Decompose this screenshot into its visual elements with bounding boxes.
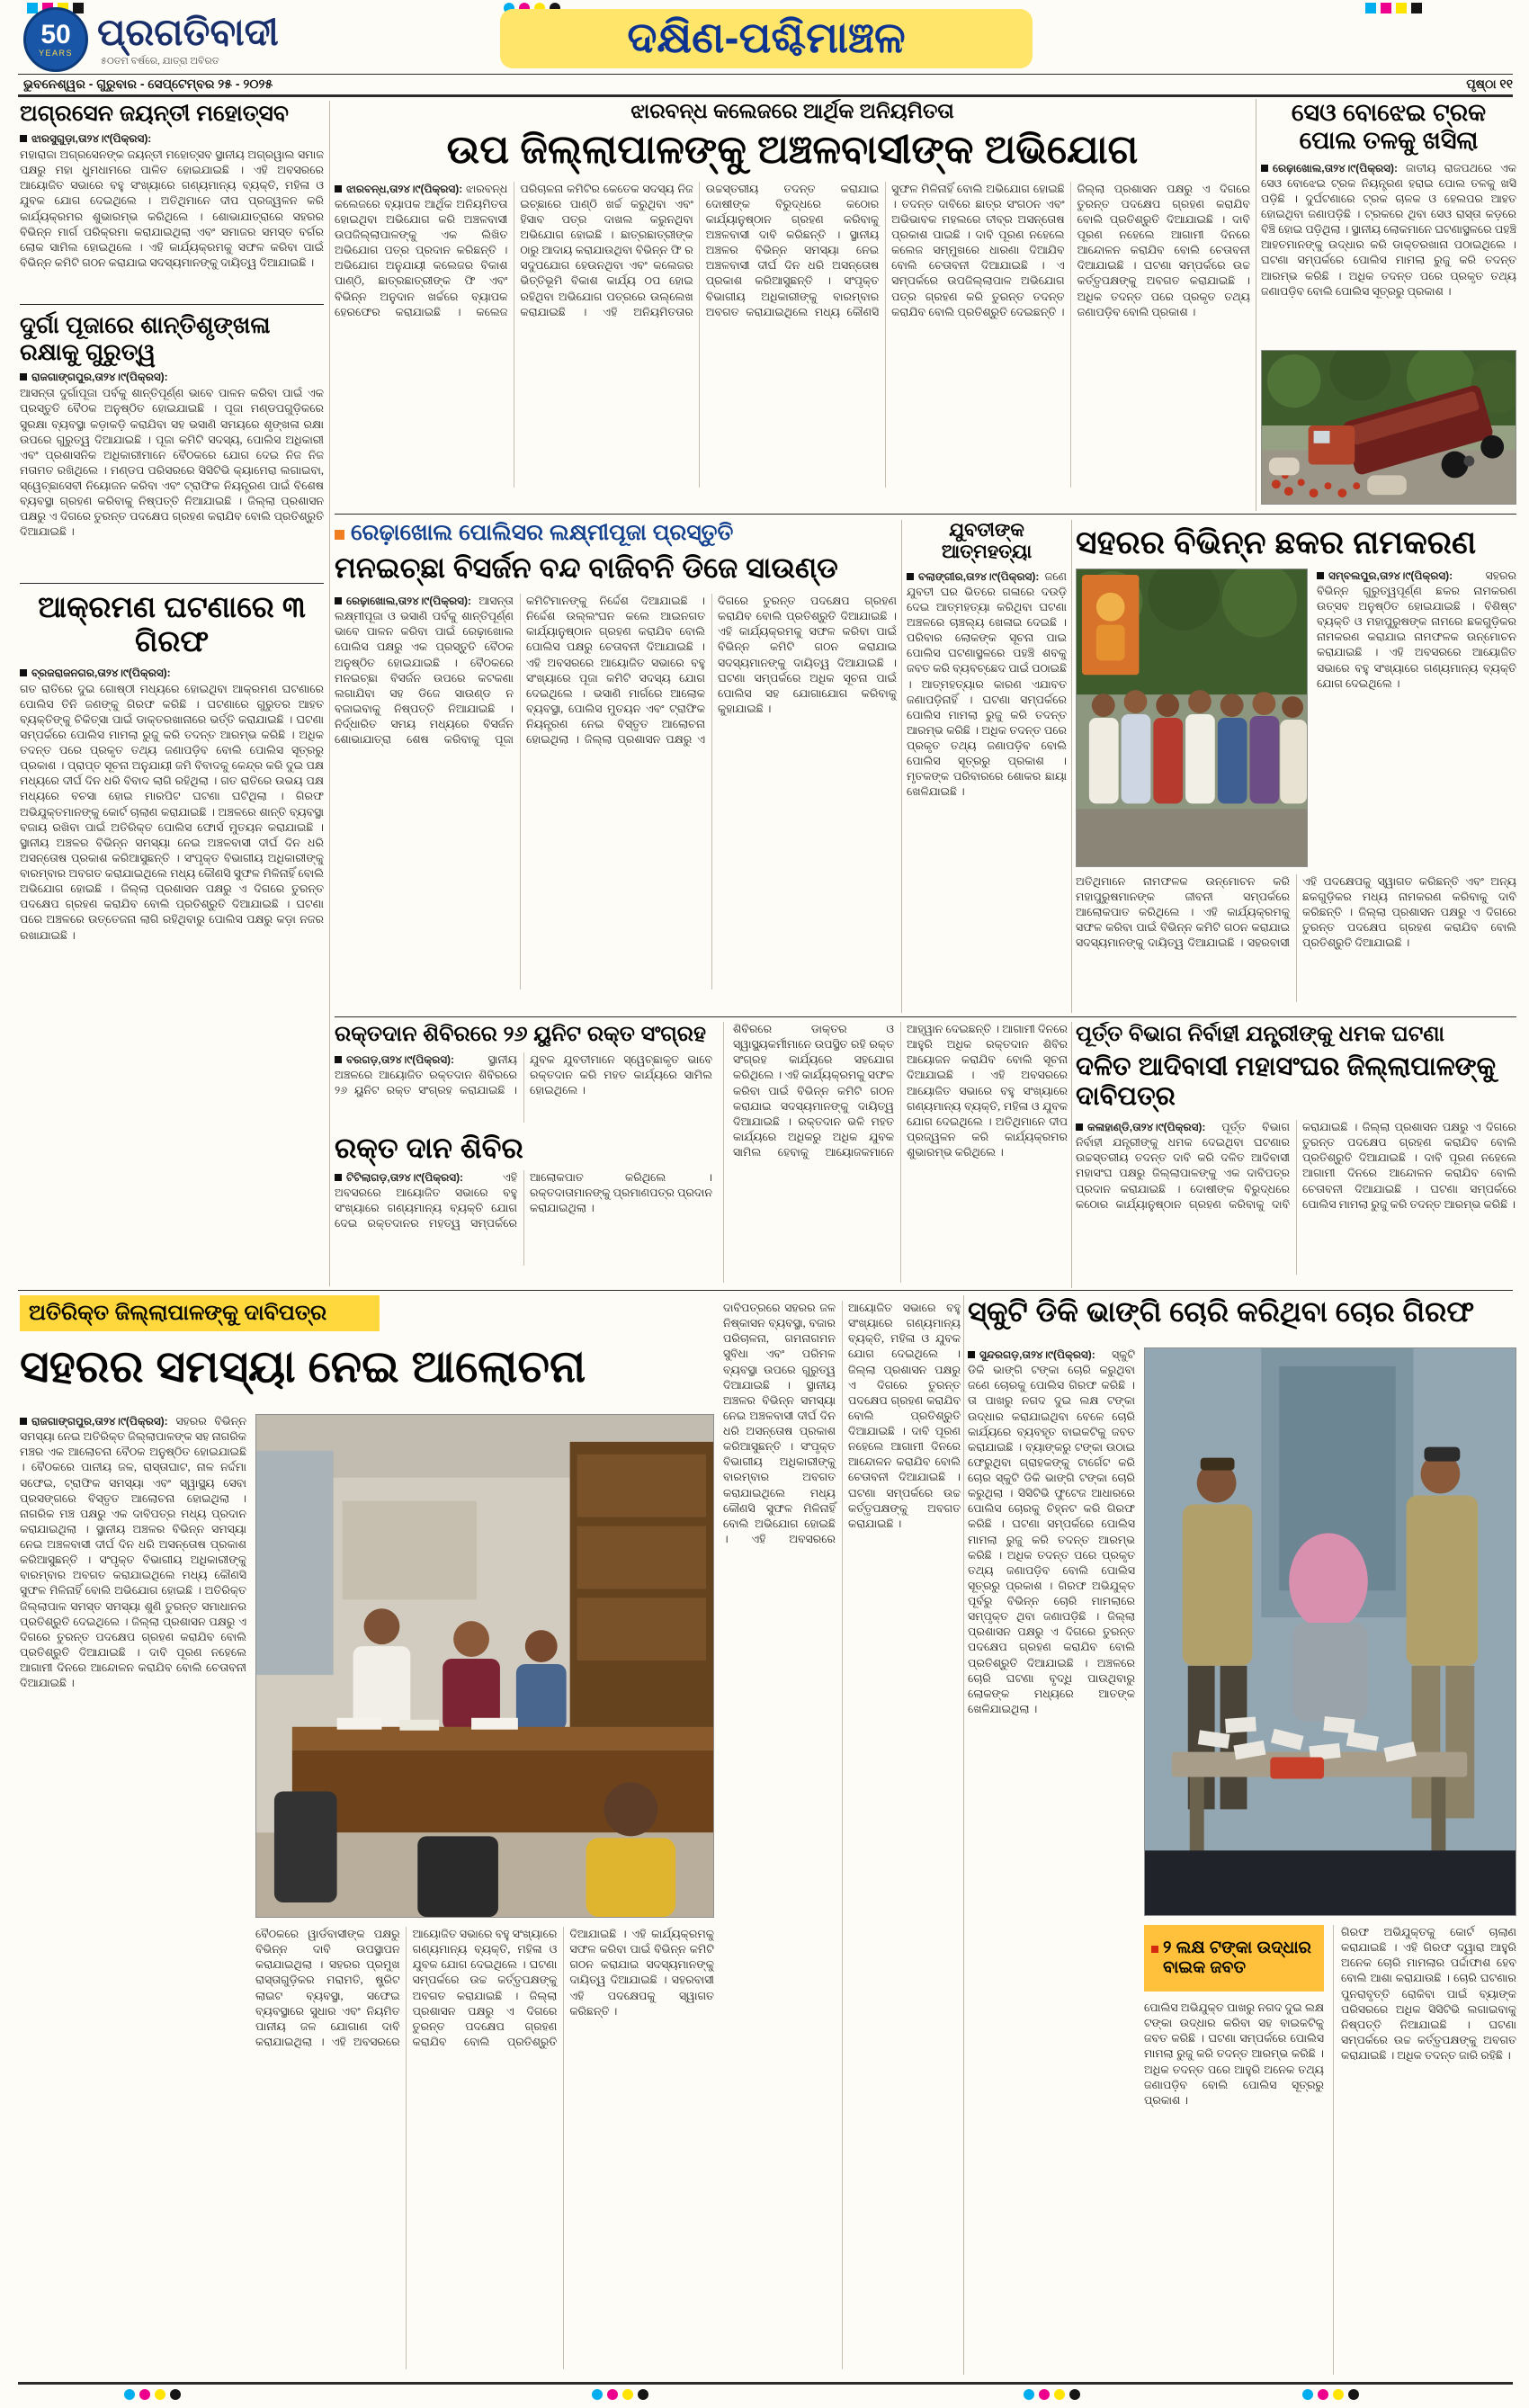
section-title-banner: [500, 9, 1033, 68]
article-body-wrap: [20, 1414, 246, 2369]
truck-accident-photo: [1261, 350, 1516, 505]
article-body: ଜଣେ ଯୁବତୀ ଘର ଭିତରେ ଗଳାରେ ଦଉଡ଼ି ଦେଇ ଆତ୍ମହତ୍ୟା କରିଥିବା ଘଟଣା ଅଞ୍ଚଳରେ ଚାଞ୍ଚଲ୍ୟ ଖେଳାଇ ଦେଇଛି । ପରିବାର ଲୋକଙ୍କ ସୂଚନା ପାଇ ପୋଲିସ ଘଟଣାସ୍ଥଳରେ ପହଞ୍ଚି ଶବକୁ ଜବତ କରି ବ୍ୟବଚ୍ଛେଦ ପାଇଁ ପଠାଇଛି । ଆତ୍ମହତ୍ୟାର କାରଣ ଏଯାବତ ଜଣାପଡ଼ିନାହିଁ । ଘଟଣା ସମ୍ପର୍କରେ ପୋଲିସ ମାମଲା ରୁଜୁ କରି ତଦନ୍ତ ଆରମ୍ଭ କରିଛି । ଅଧିକ ତଦନ୍ତ ପରେ ପ୍ରକୃତ ତଥ୍ୟ ଜଣାପଡ଼ିବ ବୋଲି ପୋଲିସ ସୂତ୍ରରୁ ପ୍ରକାଶ । ମୃତକଙ୍କ ପରିବାରରେ ଶୋକର ଛାୟା ଖେଳିଯାଇଛି ।: [907, 569, 1067, 799]
section-rule: [20, 304, 324, 305]
print-marks-top-right: [1365, 3, 1422, 13]
print-marks-bottom-center-left: [592, 2389, 648, 2400]
article-body-continued: ଦାବିପତ୍ରରେ ସହରର ଜଳ ନିଷ୍କାସନ ବ୍ୟବସ୍ଥା, ବଜାର ପରିଚାଳନା, ଗମନାଗମନ ସୁବିଧା ଏବଂ ପରିମଳ ବ୍ୟବସ୍ଥା ଉପରେ ଗୁରୁତ୍ୱ ଦିଆଯାଇଛି । ସ୍ଥାନୀୟ ଅଞ୍ଚଳର ବିଭିନ୍ନ ସମସ୍ୟା ନେଇ ଅଞ୍ଚଳବାସୀ ଦୀର୍ଘ ଦିନ ଧରି ଅସନ୍ତୋଷ ପ୍ରକାଶ କରିଆସୁଛନ୍ତି । ସଂପୃକ୍ତ ବିଭାଗୀୟ ଅଧିକାରୀଙ୍କୁ ବାରମ୍ବାର ଅବଗତ କରାଯାଇଥିଲେ ମଧ୍ୟ କୌଣସି ସୁଫଳ ମିଳିନାହିଁ ବୋଲି ଅଭିଯୋଗ ହୋଇଛି । ଏହି ଅବସରରେ ଆୟୋଜିତ ସଭାରେ ବହୁ ସଂଖ୍ୟାରେ ଗଣ୍ୟମାନ୍ୟ ବ୍ୟକ୍ତି, ମହିଳା ଓ ଯୁବକ ଯୋଗ ଦେଇଥିଲେ । ଜିଲ୍ଲା ପ୍ରଶାସନ ପକ୍ଷରୁ ଏ ଦିଗରେ ତୁରନ୍ତ ପଦକ୍ଷେପ ଗ୍ରହଣ କରାଯିବ ବୋଲି ପ୍ରତିଶ୍ରୁତି ଦିଆଯାଇଛି । ଦାବି ପୂରଣ ନହେଲେ ଆଗାମୀ ଦିନରେ ଆନ୍ଦୋଳନ କରାଯିବ ବୋଲି ଚେତାବନୀ ଦିଆଯାଇଛି । ଘଟଣା ସମ୍ପର୍କରେ ଉଚ୍ଚ କର୍ତ୍ତୃପକ୍ଷଙ୍କୁ ଅବଗତ କରାଯାଇଛି ।: [723, 1302, 961, 1545]
article-byline: ସୁନ୍ଦରଗଡ଼,ତା୨୪।୯(ପିକ୍ରସ):: [979, 1348, 1095, 1361]
article-body: ଏହି ଅବସରରେ ଆୟୋଜିତ ସଭାରେ ବହୁ ସଂଖ୍ୟାରେ ଗଣ୍ୟମାନ୍ୟ ବ୍ୟକ୍ତି ଯୋଗ ଦେଇ ରକ୍ତଦାନର ମହତ୍ୱ ସମ୍ପର୍କରେ ଆଲୋକପାତ କରିଥିଲେ । ରକ୍ତଦାତାମାନଙ୍କୁ ପ୍ରମାଣପତ୍ର ପ୍ରଦାନ କରାଯାଇଥିଲା ।: [335, 1170, 712, 1231]
article-headline: ସହରର ସମସ୍ୟା ନେଇ ଆଲୋଚନା: [20, 1341, 586, 1392]
section-rule: [20, 583, 324, 584]
article-main-lead: [335, 99, 1250, 511]
print-marks-bottom-right: [1302, 2389, 1359, 2400]
section-title: ଦକ୍ଷିଣ-ପଶ୍ଚିମାଞ୍ଚଳ: [627, 14, 906, 63]
article-headline: ମନଇଚ୍ଛା ବିସର୍ଜନ ବନ୍ଦ ବାଜିବନି ଡିଜେ ସାଉଣ୍ଡ: [335, 551, 838, 584]
article-tag: ଅତିରିକ୍ତ ଜିଲ୍ଲାପାଳଙ୍କୁ ଦାବିପତ୍ର: [29, 1301, 327, 1326]
highlight-bullet-icon: [1151, 1946, 1158, 1953]
article-body: ଝାରବନ୍ଧ କଲେଜରେ ବ୍ୟାପକ ଆର୍ଥିକ ଅନିୟମିତତା ହୋଇଥିବା ଅଭିଯୋଗ କରି ଅଞ୍ଚଳବାସୀ ଉପଜିଲ୍ଲାପାଳଙ୍କୁ ଏକ ଲିଖିତ ଅଭିଯୋଗ ପତ୍ର ପ୍ରଦାନ କରିଛନ୍ତି । ଅଭିଯୋଗ ଅନୁଯାୟୀ କଲେଜର ବିକାଶ ପାଣ୍ଠି, ଛାତ୍ରଛାତ୍ରୀଙ୍କ ଫି ଏବଂ ବିଭିନ୍ନ ଅନୁଦାନ ଖର୍ଚ୍ଚରେ ବ୍ୟାପକ ହେରଫେର କରାଯାଇଛି । କଲେଜ ପରିଚାଳନା କମିଟିର କେତେକ ସଦସ୍ୟ ନିଜ ଇଚ୍ଛାରେ ପାଣ୍ଠି ଖର୍ଚ୍ଚ କରୁଥିବା ଏବଂ ହିସାବ ପତ୍ର ଦାଖଲ କରୁନଥିବା ଅଭିଯୋଗ ହୋଇଛି । ଛାତ୍ରଛାତ୍ରୀଙ୍କ ଠାରୁ ଆଦାୟ କରାଯାଉଥିବା ବିଭିନ୍ନ ଫି ର ସଦୁପଯୋଗ ହେଉନଥିବା ଏବଂ କଲେଜର ଭିତ୍ତିଭୂମି ବିକାଶ କାର୍ଯ୍ୟ ଠପ ହୋଇ ରହିଥିବା ଅଭିଯୋଗ ପତ୍ରରେ ଉଲ୍ଲେଖ କରାଯାଇଛି । ଏହି ଅନିୟମିତତାର ଉଚ୍ଚସ୍ତରୀୟ ତଦନ୍ତ କରାଯାଇ ଦୋଷୀଙ୍କ ବିରୁଦ୍ଧରେ କଠୋର କାର୍ଯ୍ୟାନୁଷ୍ଠାନ ଗ୍ରହଣ କରିବାକୁ ଅଞ୍ଚଳବାସୀ ଦାବି କରିଛନ୍ତି । ସ୍ଥାନୀୟ ଅଞ୍ଚଳର ବିଭିନ୍ନ ସମସ୍ୟା ନେଇ ଅଞ୍ଚଳବାସୀ ଦୀର୍ଘ ଦିନ ଧରି ଅସନ୍ତୋଷ ପ୍ରକାଶ କରିଆସୁଛନ୍ତି । ସଂପୃକ୍ତ ବିଭାଗୀୟ ଅଧିକାରୀଙ୍କୁ ବାରମ୍ବାର ଅବଗତ କରାଯାଇଥିଲେ ମଧ୍ୟ କୌଣସି ସୁଫଳ ମିଳିନାହିଁ ବୋଲି ଅଭିଯୋଗ ହୋଇଛି । ତଦନ୍ତ ଦାବିରେ ଛାତ୍ର ସଂଗଠନ ଏବଂ ଅଭିଭାବକ ମହଲରେ ତୀବ୍ର ଅସନ୍ତୋଷ ପ୍ରକାଶ ପାଇଛି । ଦାବି ପୂରଣ ନହେଲେ କଲେଜ ସମ୍ମୁଖରେ ଧାରଣା ଦିଆଯିବ ବୋଲି ଚେତାବନୀ ଦିଆଯାଇଛି । ଏ ସମ୍ପର୍କରେ ଉପଜିଲ୍ଲାପାଳ ଅଭିଯୋଗ ପତ୍ର ଗ୍ରହଣ କରି ତୁରନ୍ତ ତଦନ୍ତ କରାଯିବ ବୋଲି ପ୍ରତିଶ୍ରୁତି ଦେଇଛନ୍ତି । ଜିଲ୍ଲା ପ୍ରଶାସନ ପକ୍ଷରୁ ଏ ଦିଗରେ ତୁରନ୍ତ ପଦକ୍ଷେପ ଗ୍ରହଣ କରାଯିବ ବୋଲି ପ୍ରତିଶ୍ରୁତି ଦିଆଯାଇଛି । ଦାବି ପୂରଣ ନହେଲେ ଆଗାମୀ ଦିନରେ ଆନ୍ଦୋଳନ କରାଯିବ ବୋଲି ଚେତାବନୀ ଦିଆଯାଇଛି । ଘଟଣା ସମ୍ପର୍କରେ ଉଚ୍ଚ କର୍ତ୍ତୃପକ୍ଷଙ୍କୁ ଅବଗତ କରାଯାଇଛି । ଅଧିକ ତଦନ୍ତ ପରେ ପ୍ରକୃତ ତଥ୍ୟ ଜଣାପଡ଼ିବ ବୋଲି ପ୍ରକାଶ ।: [335, 182, 1250, 318]
anniversary-logo: [23, 7, 88, 72]
article-headline: ଆକ୍ରମଣ ଘଟଣାରେ ୩ ଗିରଫ: [38, 590, 306, 658]
article-body: ଆସନ୍ତା ଦୁର୍ଗାପୂଜା ପର୍ବକୁ ଶାନ୍ତିପୂର୍ଣ୍ଣ ଭାବେ ପାଳନ କରିବା ପାଇଁ ଏକ ପ୍ରସ୍ତୁତି ବୈଠକ ଅନୁଷ୍ଠିତ ହୋଇଯାଇଛି । ପୂଜା ମଣ୍ଡପଗୁଡ଼ିକରେ ସୁରକ୍ଷା ବ୍ୟବସ୍ଥା କଡ଼ାକଡ଼ି କରାଯିବା ସହ ଭସାଣି ସମୟରେ ଶୃଙ୍ଖଳା ରକ୍ଷା ଉପରେ ଗୁରୁତ୍ୱ ଦିଆଯାଇଛି । ପୂଜା କମିଟି ସଦସ୍ୟ, ପୋଲିସ ଅଧିକାରୀ ଏବଂ ପ୍ରଶାସନିକ ଅଧିକାରୀମାନେ ବୈଠକରେ ଯୋଗ ଦେଇ ନିଜ ନିଜ ମତାମତ ରଖିଥିଲେ । ମଣ୍ଡପ ପରିସରରେ ସିସିଟିଭି କ୍ୟାମେରା ଲଗାଇବା, ସ୍ୱେଚ୍ଛାସେବୀ ନିୟୋଜନ କରିବା ଏବଂ ଟ୍ରାଫିକ ନିୟନ୍ତ୍ରଣ ପାଇଁ ବିଶେଷ ବ୍ୟବସ୍ଥା ଗ୍ରହଣ କରିବାକୁ ନିଷ୍ପତ୍ତି ନିଆଯାଇଛି । ଜିଲ୍ଲା ପ୍ରଶାସନ ପକ୍ଷରୁ ଏ ଦିଗରେ ତୁରନ୍ତ ପଦକ୍ଷେପ ଗ୍ରହଣ କରାଯିବ ବୋଲି ପ୍ରତିଶ୍ରୁତି ଦିଆଯାଇଛି ।: [20, 387, 324, 539]
byline-bullet-icon: [20, 669, 27, 676]
arrested-thief-photo: [1144, 1347, 1516, 1916]
article-byline: ସମ୍ବଲପୁର,ତା୨୪।୯(ପିକ୍ରସ):: [1328, 568, 1453, 582]
article-byline: ରେଢ଼ାଖୋଲ,ତା୨୪।୯(ପିକ୍ରସ):: [1273, 161, 1398, 175]
article-agrasen-jayanti: [20, 101, 324, 302]
print-marks-bottom-left: [124, 2389, 181, 2400]
naming-ceremony-photo: [1076, 568, 1308, 867]
article-body: ଜାତୀୟ ରାଜପଥରେ ଏକ ସେଓ ବୋଝେଇ ଟ୍ରକ ନିୟନ୍ତ୍ରଣ ହରାଇ ପୋଲ ତଳକୁ ଖସି ପଡ଼ିଛି । ଦୁର୍ଘଟଣାରେ ଟ୍ରକ ଚାଳକ ଓ ହେଲପର ଆହତ ହୋଇଥିବା ଜଣାପଡ଼ିଛି । ଟ୍ରକରେ ଥିବା ସେଓ ରାସ୍ତା କଡ଼ରେ ବିଞ୍ଚି ହୋଇ ପଡ଼ିଥିଲା । ସ୍ଥାନୀୟ ଲୋକମାନେ ଘଟଣାସ୍ଥଳରେ ପହଞ୍ଚି ଆହତମାନଙ୍କୁ ଉଦ୍ଧାର କରି ଡାକ୍ତରଖାନା ପଠାଇଥିଲେ । ଘଟଣା ସମ୍ପର୍କରେ ପୋଲିସ ମାମଲା ରୁଜୁ କରି ତଦନ୍ତ ଆରମ୍ଭ କରିଛି । ଅଧିକ ତଦନ୍ତ ପରେ ପ୍ରକୃତ ତଥ୍ୟ ଜଣାପଡ଼ିବ ବୋଲି ପୋଲିସ ସୂତ୍ରରୁ ପ୍ରକାଶ ।: [1261, 161, 1516, 298]
byline-bullet-icon: [1317, 572, 1324, 579]
section-rule: [335, 1016, 1516, 1017]
article-body: ଗତ ରାତିରେ ଦୁଇ ଗୋଷ୍ଠୀ ମଧ୍ୟରେ ହୋଇଥିବା ଆକ୍ରମଣ ଘଟଣାରେ ପୋଲିସ ତିନି ଜଣଙ୍କୁ ଗିରଫ କରିଛି । ଘଟଣାରେ ଗୁରୁତର ଆହତ ବ୍ୟକ୍ତିଙ୍କୁ ଚିକିତ୍ସା ପାଇଁ ଡାକ୍ତରଖାନାରେ ଭର୍ତ୍ତି କରାଯାଇଛି । ଘଟଣା ସମ୍ପର୍କରେ ପୋଲିସ ମାମଲା ରୁଜୁ କରି ତଦନ୍ତ ଆରମ୍ଭ କରିଛି । ଅଧିକ ତଦନ୍ତ ପରେ ପ୍ରକୃତ ତଥ୍ୟ ଜଣାପଡ଼ିବ ବୋଲି ପୋଲିସ ସୂତ୍ରରୁ ପ୍ରକାଶ । ପ୍ରାପ୍ତ ସୂଚନା ଅନୁଯାୟୀ ଜମି ବିବାଦକୁ କେନ୍ଦ୍ର କରି ଦୁଇ ପକ୍ଷ ମଧ୍ୟରେ ଦୀର୍ଘ ଦିନ ଧରି ବିବାଦ ଲାଗି ରହିଥିଲା । ଗତ ରାତିରେ ଉଭୟ ପକ୍ଷ ମଧ୍ୟରେ ବଚସା ହୋଇ ମାରପିଟ ଘଟଣା ଘଟିଥିଲା । ଗିରଫ ଅଭିଯୁକ୍ତମାନଙ୍କୁ କୋର୍ଟ ଚାଲାଣ କରାଯାଇଛି । ଅଞ୍ଚଳରେ ଶାନ୍ତି ବ୍ୟବସ୍ଥା ବଜାୟ ରଖିବା ପାଇଁ ଅତିରିକ୍ତ ପୋଲିସ ଫୋର୍ସ ମୁତୟନ କରାଯାଇଛି । ସ୍ଥାନୀୟ ଅଞ୍ଚଳର ବିଭିନ୍ନ ସମସ୍ୟା ନେଇ ଅଞ୍ଚଳବାସୀ ଦୀର୍ଘ ଦିନ ଧରି ଅସନ୍ତୋଷ ପ୍ରକାଶ କରିଆସୁଛନ୍ତି । ସଂପୃକ୍ତ ବିଭାଗୀୟ ଅଧିକାରୀଙ୍କୁ ବାରମ୍ବାର ଅବଗତ କରାଯାଇଥିଲେ ମଧ୍ୟ କୌଣସି ସୁଫଳ ମିଳିନାହିଁ ବୋଲି ଅଭିଯୋଗ ହୋଇଛି । ଜିଲ୍ଲା ପ୍ରଶାସନ ପକ୍ଷରୁ ଏ ଦିଗରେ ତୁରନ୍ତ ପଦକ୍ଷେପ ଗ୍ରହଣ କରାଯିବ ବୋଲି ପ୍ରତିଶ୍ରୁତି ଦିଆଯାଇଛି । ଘଟଣା ପରେ ଅଞ୍ଚଳରେ ଉତ୍ତେଜନା ଲାଗି ରହିଥିବାରୁ ପୋଲିସ ପକ୍ଷରୁ କଡ଼ା ନଜର ରଖାଯାଇଛି ।: [20, 682, 324, 942]
article-body-wrap: [1317, 568, 1516, 867]
article-suicide: [907, 520, 1067, 1013]
article-body: ସହରର ବିଭିନ୍ନ ସମସ୍ୟା ନେଇ ଅତିରିକ୍ତ ଜିଲ୍ଲାପାଳଙ୍କ ସହ ନାଗରିକ ମଞ୍ଚର ଏକ ଆଲୋଚନା ବୈଠକ ଅନୁଷ୍ଠିତ ହୋଇଯାଇଛି । ବୈଠକରେ ପାନୀୟ ଜଳ, ରାସ୍ତାଘାଟ, ନାଳ ନର୍ଦ୍ଦମା ସଫେଇ, ଟ୍ରାଫିକ ସମସ୍ୟା ଏବଂ ସ୍ୱାସ୍ଥ୍ୟ ସେବା ପ୍ରସଙ୍ଗରେ ବିସ୍ତୃତ ଆଲୋଚନା ହୋଇଥିଲା । ନାଗରିକ ମଞ୍ଚ ପକ୍ଷରୁ ଏକ ଦାବିପତ୍ର ମଧ୍ୟ ପ୍ରଦାନ କରାଯାଇଥିଲା । ସ୍ଥାନୀୟ ଅଞ୍ଚଳର ବିଭିନ୍ନ ସମସ୍ୟା ନେଇ ଅଞ୍ଚଳବାସୀ ଦୀର୍ଘ ଦିନ ଧରି ଅସନ୍ତୋଷ ପ୍ରକାଶ କରିଆସୁଛନ୍ତି । ସଂପୃକ୍ତ ବିଭାଗୀୟ ଅଧିକାରୀଙ୍କୁ ବାରମ୍ବାର ଅବଗତ କରାଯାଇଥିଲେ ମଧ୍ୟ କୌଣସି ସୁଫଳ ମିଳିନାହିଁ ବୋଲି ଅଭିଯୋଗ ହୋଇଛି । ଅତିରିକ୍ତ ଜିଲ୍ଲାପାଳ ସମସ୍ତ ସମସ୍ୟା ଶୁଣି ତୁରନ୍ତ ସମାଧାନର ପ୍ରତିଶ୍ରୁତି ଦେଇଥିଲେ । ଜିଲ୍ଲା ପ୍ରଶାସନ ପକ୍ଷରୁ ଏ ଦିଗରେ ତୁରନ୍ତ ପଦକ୍ଷେପ ଗ୍ରହଣ କରାଯିବ ବୋଲି ପ୍ରତିଶ୍ରୁତି ଦିଆଯାଇଛି । ଦାବି ପୂରଣ ନହେଲେ ଆଗାମୀ ଦିନରେ ଆନ୍ଦୋଳନ କରାଯିବ ବୋଲି ଚେତାବନୀ ଦିଆଯାଇଛି ।: [20, 1415, 246, 1690]
article-subheadline: ରକ୍ତ ଦାନ ଶିବିର: [335, 1131, 523, 1164]
article-byline: ରାଜଗାଙ୍ଗପୁର,ତା୨୪।୯(ପିକ୍ରସ):: [31, 1415, 168, 1428]
article-headline: ସହରର ବିଭିନ୍ନ ଛକର ନାମକରଣ: [1076, 524, 1477, 560]
article-body-columns: [335, 594, 897, 989]
byline-bullet-icon: [1076, 1123, 1083, 1131]
article-byline: ବରଗଡ଼,ତା୨୪।୯(ପିକ୍ରସ):: [346, 1052, 455, 1066]
article-body-columns: [335, 1052, 712, 1123]
arrested-thief-photo-art: [1145, 1348, 1516, 1915]
byline-bullet-icon: [968, 1351, 975, 1358]
article-dalit-demand: [1076, 1022, 1516, 1286]
article-body-columns: [1076, 1120, 1516, 1275]
article-dj-sound-ban: [335, 520, 897, 1013]
article-byline: କଳାହାଣ୍ଡି,ତା୨୪।୯(ପିକ୍ରସ):: [1087, 1121, 1206, 1134]
article-body: ସ୍ଥାନୀୟ ଅଞ୍ଚଳରେ ଆୟୋଜିତ ରକ୍ତଦାନ ଶିବିରରେ ୨୬ ୟୁନିଟ ରକ୍ତ ସଂଗ୍ରହ କରାଯାଇଛି । ଯୁବକ ଯୁବତୀମାନେ ସ୍ୱେଚ୍ଛାକୃତ ଭାବେ ରକ୍ତଦାନ କରି ମହତ କାର୍ଯ୍ୟରେ ସାମିଲ ହୋଇଥିଲେ ।: [335, 1052, 712, 1097]
byline-bullet-icon: [335, 1174, 342, 1181]
article-headline: ଦଳିତ ଆଦିବାସୀ ମହାସଂଘର ଜିଲ୍ଲାପାଳଙ୍କୁ ଦାବିପତ୍ର: [1076, 1052, 1497, 1112]
column-divider: [963, 1295, 964, 2375]
article-scooty-thief-arrest: [968, 1295, 1516, 2375]
recovery-text-line1: ୨ ଲକ୍ଷ ଟଙ୍କା ଉଦ୍ଧାର: [1163, 1938, 1311, 1957]
article-body-continued: ଗିରଫ ଅଭିଯୁକ୍ତକୁ କୋର୍ଟ ଚାଲାଣ କରାଯାଇଛି । ଏହି ଗିରଫ ଦ୍ୱାରା ଆହୁରି ଅନେକ ଚୋରି ମାମଲାର ପର୍ଦ୍ଦାଫାଶ ହେବ ବୋଲି ଆଶା କରାଯାଉଛି । ଚୋରି ଘଟଣାର ପୁନରାବୃତ୍ତି ରୋକିବା ପାଇଁ ବ୍ୟାଙ୍କ ପରିସରରେ ଅଧିକ ସିସିଟିଭି ଲଗାଇବାକୁ ନିଷ୍ପତ୍ତି ନିଆଯାଇଛି । ଘଟଣା ସମ୍ପର୍କରେ ଉଚ୍ଚ କର୍ତ୍ତୃପକ୍ଷଙ୍କୁ ଅବଗତ କରାଯାଇଛି । ଅଧିକ ତଦନ୍ତ ଜାରି ରହିଛି ।: [1333, 1925, 1516, 2375]
article-truck-accident: [1261, 99, 1516, 511]
byline-bullet-icon: [20, 373, 27, 380]
masthead-rule-bottom: [18, 94, 1513, 97]
page-number: ପୃଷ୍ଠା ୧୧: [1466, 76, 1513, 91]
article-body-continued: ଶିବିରରେ ଡାକ୍ତର ଓ ସ୍ୱାସ୍ଥ୍ୟକର୍ମୀମାନେ ଉପସ୍ଥିତ ରହି ରକ୍ତ ସଂଗ୍ରହ କାର୍ଯ୍ୟରେ ସହଯୋଗ କରିଥିଲେ । ଏହି କାର୍ଯ୍ୟକ୍ରମକୁ ସଫଳ କରିବା ପାଇଁ ବିଭିନ୍ନ କମିଟି ଗଠନ କରାଯାଇ ସଦସ୍ୟମାନଙ୍କୁ ଦାୟିତ୍ୱ ଦିଆଯାଇଛି । ରକ୍ତଦାନ ଭଳି ମହତ କାର୍ଯ୍ୟରେ ଅଧିକରୁ ଅଧିକ ଯୁବକ ସାମିଲ ହେବାକୁ ଆୟୋଜକମାନେ ଆହ୍ୱାନ ଦେଇଛନ୍ତି । ଆଗାମୀ ଦିନରେ ଆହୁରି ଅଧିକ ରକ୍ତଦାନ ଶିବିର ଆୟୋଜନ କରାଯିବ ବୋଲି ସୂଚନା ଦିଆଯାଇଛି । ଏହି ଅବସରରେ ଆୟୋଜିତ ସଭାରେ ବହୁ ସଂଖ୍ୟାରେ ଗଣ୍ୟମାନ୍ୟ ବ୍ୟକ୍ତି, ମହିଳା ଓ ଯୁବକ ଯୋଗ ଦେଇଥିଲେ । ଅତିଥିମାନେ ଦୀପ ପ୍ରଜ୍ୱଳନ କରି କାର୍ଯ୍ୟକ୍ରମର ଶୁଭାରମ୍ଭ କରିଥିଲେ ।: [723, 1022, 1068, 1283]
article-attack-arrests: [20, 590, 324, 1286]
column-divider: [329, 101, 330, 1286]
article-body-columns: [335, 1170, 712, 1266]
article-city-problems-meeting: [20, 1295, 961, 2375]
recovery-text-line2: ବାଇକ ଜବତ: [1163, 1958, 1247, 1977]
article-headline: ଦୁର୍ଗା ପୂଜାରେ ଶାନ୍ତିଶୃଙ୍ଖଳା ରକ୍ଷାକୁ ଗୁରୁତ୍ୱ: [20, 311, 271, 366]
section-rule: [335, 514, 1516, 515]
byline-bullet-icon: [907, 573, 914, 580]
paper-title: ପ୍ରଗତିବାଦୀ: [97, 11, 279, 53]
article-byline: ବଲାଙ୍ଗୀର,ତା୨୪।୯(ପିକ୍ରସ):: [918, 569, 1040, 583]
logo-years: 50: [40, 20, 71, 49]
article-body: ପୂର୍ତ୍ତ ବିଭାଗ ନିର୍ବାହୀ ଯନ୍ତ୍ରୀଙ୍କୁ ଧମକ ଦେଇଥିବା ଘଟଣାର ଉଚ୍ଚସ୍ତରୀୟ ତଦନ୍ତ ଦାବି କରି ଦଳିତ ଆଦିବାସୀ ମହାସଂଘ ପକ୍ଷରୁ ଜିଲ୍ଲାପାଳଙ୍କୁ ଏକ ଦାବିପତ୍ର ପ୍ରଦାନ କରାଯାଇଛି । ଦୋଷୀଙ୍କ ବିରୁଦ୍ଧରେ କଠୋର କାର୍ଯ୍ୟାନୁଷ୍ଠାନ ଗ୍ରହଣ କରିବାକୁ ଦାବି କରାଯାଇଛି । ଜିଲ୍ଲା ପ୍ରଶାସନ ପକ୍ଷରୁ ଏ ଦିଗରେ ତୁରନ୍ତ ପଦକ୍ଷେପ ଗ୍ରହଣ କରାଯିବ ବୋଲି ପ୍ରତିଶ୍ରୁତି ଦିଆଯାଇଛି । ଦାବି ପୂରଣ ନହେଲେ ଆଗାମୀ ଦିନରେ ଆନ୍ଦୋଳନ କରାଯିବ ବୋଲି ଚେତାବନୀ ଦିଆଯାଇଛି । ଘଟଣା ସମ୍ପର୍କରେ ପୋଲିସ ମାମଲା ରୁଜୁ କରି ତଦନ୍ତ ଆରମ୍ଭ କରିଛି ।: [1076, 1121, 1516, 1211]
logo-years-label: YEARS: [38, 49, 73, 58]
article-body-continued: ଅତିଥିମାନେ ନାମଫଳକ ଉନ୍ମୋଚନ କରି ମହାପୁରୁଷମାନଙ୍କ ଜୀବନୀ ସମ୍ପର୍କରେ ଆଲୋକପାତ କରିଥିଲେ । ଏହି କାର୍ଯ୍ୟକ୍ରମକୁ ସଫଳ କରିବା ପାଇଁ ବିଭିନ୍ନ କମିଟି ଗଠନ କରାଯାଇ ସଦସ୍ୟମାନଙ୍କୁ ଦାୟିତ୍ୱ ଦିଆଯାଇଛି । ସହରବାସୀ ଏହି ପଦକ୍ଷେପକୁ ସ୍ୱାଗତ କରିଛନ୍ତି ଏବଂ ଅନ୍ୟ ଛକଗୁଡ଼ିକର ମଧ୍ୟ ନାମକରଣ କରିବାକୁ ଦାବି କରିଛନ୍ତି । ଜିଲ୍ଲା ପ୍ରଶାସନ ପକ୍ଷରୁ ଏ ଦିଗରେ ତୁରନ୍ତ ପଦକ୍ଷେପ ଗ୍ରହଣ କରାଯିବ ବୋଲି ପ୍ରତିଶ୍ରୁତି ଦିଆଯାଇଛି ।: [1076, 874, 1516, 950]
print-marks-bottom-center-right: [1024, 2389, 1080, 2400]
byline-bullet-icon: [335, 1056, 342, 1063]
article-body-wrap: [907, 569, 1067, 1013]
article-kicker: ଝାରବନ୍ଧ କଲେଜରେ ଆର୍ଥିକ ଅନିୟମିତତା: [630, 99, 954, 122]
recovery-highlight-box: [1144, 1925, 1324, 1992]
article-byline: ଝାରସୁଗୁଡ଼ା,ତା୨୪।୯(ପିକ୍ରସ):: [31, 132, 152, 145]
article-square-naming: [1076, 524, 1516, 1013]
article-blood-donation: [335, 1022, 1068, 1286]
byline-bullet-icon: [1261, 165, 1268, 172]
article-body: ଆସନ୍ତା ଲକ୍ଷ୍ମୀପୂଜା ଓ ଭସାଣି ପର୍ବକୁ ଶାନ୍ତିପୂର୍ଣ୍ଣ ଭାବେ ପାଳନ କରିବା ପାଇଁ ରେଢ଼ାଖୋଲ ପୋଲିସ ପକ୍ଷରୁ ଏକ ପ୍ରସ୍ତୁତି ବୈଠକ ଅନୁଷ୍ଠିତ ହୋଇଯାଇଛି । ବୈଠକରେ ମନଇଚ୍ଛା ବିସର୍ଜନ ଉପରେ କଟକଣା ଲଗାଯିବା ସହ ଡିଜେ ସାଉଣ୍ଡ ନ ବଜାଇବାକୁ ନିଷ୍ପତ୍ତି ନିଆଯାଇଛି । ନିର୍ଦ୍ଧାରିତ ସମୟ ମଧ୍ୟରେ ବିସର୍ଜନ ଶୋଭାଯାତ୍ରା ଶେଷ କରିବାକୁ ପୂଜା କମିଟିମାନଙ୍କୁ ନିର୍ଦ୍ଦେଶ ଦିଆଯାଇଛି । ନିର୍ଦ୍ଦେଶ ଉଲ୍ଲଂଘନ କଲେ ଆଇନଗତ କାର୍ଯ୍ୟାନୁଷ୍ଠାନ ଗ୍ରହଣ କରାଯିବ ବୋଲି ପୋଲିସ ପକ୍ଷରୁ ଚେତାବନୀ ଦିଆଯାଇଛି । ଏହି ଅବସରରେ ଆୟୋଜିତ ସଭାରେ ବହୁ ସଂଖ୍ୟାରେ ପୂଜା କମିଟି ସଦସ୍ୟ ଯୋଗ ଦେଇଥିଲେ । ଭସାଣି ମାର୍ଗରେ ଆଲୋକ ବ୍ୟବସ୍ଥା, ପୋଲିସ ମୁତୟନ ଏବଂ ଟ୍ରାଫିକ ନିୟନ୍ତ୍ରଣ ନେଇ ବିସ୍ତୃତ ଆଲୋଚନା ହୋଇଥିଲା । ଜିଲ୍ଲା ପ୍ରଶାସନ ପକ୍ଷରୁ ଏ ଦିଗରେ ତୁରନ୍ତ ପଦକ୍ଷେପ ଗ୍ରହଣ କରାଯିବ ବୋଲି ପ୍ରତିଶ୍ରୁତି ଦିଆଯାଇଛି । ଏହି କାର୍ଯ୍ୟକ୍ରମକୁ ସଫଳ କରିବା ପାଇଁ ବିଭିନ୍ନ କମିଟି ଗଠନ କରାଯାଇ ସଦସ୍ୟମାନଙ୍କୁ ଦାୟିତ୍ୱ ଦିଆଯାଇଛି । ଘଟଣା ସମ୍ପର୍କରେ ଅଧିକ ସୂଚନା ପାଇଁ ପୋଲିସ ସହ ଯୋଗାଯୋଗ କରିବାକୁ କୁହାଯାଇଛି ।: [335, 595, 897, 747]
byline-bullet-icon: [20, 135, 27, 142]
article-byline: ରାଜଗାଙ୍ଗପୁର,ତା୨୪।୯(ପିକ୍ରସ):: [31, 371, 168, 384]
article-tag-bar: [20, 1295, 380, 1331]
article-body-wrap: [1261, 161, 1516, 346]
masthead-rule-top: [18, 74, 1513, 75]
article-body-continued: ବୈଠକରେ ୱାର୍ଡବାସୀଙ୍କ ପକ୍ଷରୁ ବିଭିନ୍ନ ଦାବି ଉପସ୍ଥାପନ କରାଯାଇଥିଲା । ସହରର ପ୍ରମୁଖ ରାସ୍ତାଗୁଡ଼ିକର ମରାମତି, ଷ୍ଟ୍ରିଟ ଲାଇଟ ବ୍ୟବସ୍ଥା, ସଫେଇ ବ୍ୟବସ୍ଥାରେ ସୁଧାର ଏବଂ ନିୟମିତ ପାନୀୟ ଜଳ ଯୋଗାଣ ଦାବି କରାଯାଇଥିଲା । ଏହି ଅବସରରେ ଆୟୋଜିତ ସଭାରେ ବହୁ ସଂଖ୍ୟାରେ ଗଣ୍ୟମାନ୍ୟ ବ୍ୟକ୍ତି, ମହିଳା ଓ ଯୁବକ ଯୋଗ ଦେଇଥିଲେ । ଘଟଣା ସମ୍ପର୍କରେ ଉଚ୍ଚ କର୍ତ୍ତୃପକ୍ଷଙ୍କୁ ଅବଗତ କରାଯାଇଛି । ଜିଲ୍ଲା ପ୍ରଶାସନ ପକ୍ଷରୁ ଏ ଦିଗରେ ତୁରନ୍ତ ପଦକ୍ଷେପ ଗ୍ରହଣ କରାଯିବ ବୋଲି ପ୍ରତିଶ୍ରୁତି ଦିଆଯାଇଛି । ଏହି କାର୍ଯ୍ୟକ୍ରମକୁ ସଫଳ କରିବା ପାଇଁ ବିଭିନ୍ନ କମିଟି ଗଠନ କରାଯାଇ ସଦସ୍ୟମାନଙ୍କୁ ଦାୟିତ୍ୱ ଦିଆଯାଇଛି । ସହରବାସୀ ଏହି ପଦକ୍ଷେପକୁ ସ୍ୱାଗତ କରିଛନ୍ତି ।: [255, 1928, 714, 2048]
article-headline: ରକ୍ତଦାନ ଶିବିରରେ ୨୬ ୟୁନିଟ ରକ୍ତ ସଂଗ୍ରହ: [335, 1022, 706, 1046]
article-body-wrap: [968, 1347, 1135, 2375]
article-body: ସହରର ବିଭିନ୍ନ ଗୁରୁତ୍ୱପୂର୍ଣ୍ଣ ଛକର ନାମକରଣ ଉତ୍ସବ ଅନୁଷ୍ଠିତ ହୋଇଯାଇଛି । ବିଶିଷ୍ଟ ବ୍ୟକ୍ତି ଓ ମହାପୁରୁଷଙ୍କ ନାମରେ ଛକଗୁଡ଼ିକର ନାମକରଣ କରାଯାଇ ନାମଫଳକ ଉନ୍ମୋଚନ କରାଯାଇଛି । ଏହି ଅବସରରେ ଆୟୋଜିତ ସଭାରେ ବହୁ ସଂଖ୍ୟାରେ ଗଣ୍ୟମାନ୍ୟ ବ୍ୟକ୍ତି ଯୋଗ ଦେଇଥିଲେ ।: [1317, 568, 1516, 690]
article-kicker: ରେଢ଼ାଖୋଲ ପୋଲିସର ଲକ୍ଷ୍ମୀପୂଜା ପ୍ରସ୍ତୁତି: [351, 520, 734, 545]
article-byline: ରେଢ଼ାଖୋଲ,ତା୨୪।୯(ପିକ୍ରସ):: [346, 595, 471, 608]
article-body: ସ୍କୁଟି ଡିକି ଭାଙ୍ଗି ଟଙ୍କା ଚୋରି କରୁଥିବା ଜଣେ ଚୋରକୁ ପୋଲିସ ଗିରଫ କରିଛି । ତା ପାଖରୁ ନଗଦ ଦୁଇ ଲକ୍ଷ ଟଙ୍କା ଉଦ୍ଧାର କରାଯାଇଥିବା ବେଳେ ଚୋରି କାର୍ଯ୍ୟରେ ବ୍ୟବହୃତ ବାଇକଟିକୁ ଜବତ କରାଯାଇଛି । ବ୍ୟାଙ୍କରୁ ଟଙ୍କା ଉଠାଇ ଫେରୁଥିବା ଗ୍ରାହକଙ୍କୁ ଟାର୍ଗେଟ କରି ଚୋର ସ୍କୁଟି ଡିକି ଭାଙ୍ଗି ଟଙ୍କା ଚୋରି କରୁଥିଲା । ସିସିଟିଭି ଫୁଟେଜ ଆଧାରରେ ପୋଲିସ ଚୋରକୁ ଚିହ୍ନଟ କରି ଗିରଫ କରିଛି । ଘଟଣା ସମ୍ପର୍କରେ ପୋଲିସ ମାମଲା ରୁଜୁ କରି ତଦନ୍ତ ଆରମ୍ଭ କରିଛି । ଅଧିକ ତଦନ୍ତ ପରେ ପ୍ରକୃତ ତଥ୍ୟ ଜଣାପଡ଼ିବ ବୋଲି ପୋଲିସ ସୂତ୍ରରୁ ପ୍ରକାଶ । ଗିରଫ ଅଭିଯୁକ୍ତ ପୂର୍ବରୁ ବିଭିନ୍ନ ଚୋରି ମାମଲାରେ ସମ୍ପୃକ୍ତ ଥିବା ଜଣାପଡ଼ିଛି । ଜିଲ୍ଲା ପ୍ରଶାସନ ପକ୍ଷରୁ ଏ ଦିଗରେ ତୁରନ୍ତ ପଦକ୍ଷେପ ଗ୍ରହଣ କରାଯିବ ବୋଲି ପ୍ରତିଶ୍ରୁତି ଦିଆଯାଇଛି । ଅଞ୍ଚଳରେ ଚୋରି ଘଟଣା ବୃଦ୍ଧି ପାଉଥିବାରୁ ଲୋକଙ୍କ ମଧ୍ୟରେ ଆତଙ୍କ ଖେଳିଯାଇଥିଲା ।: [968, 1348, 1135, 1715]
naming-ceremony-photo-art: [1077, 569, 1307, 866]
section-rule: [18, 1290, 1513, 1291]
truck-accident-photo-art: [1262, 351, 1516, 504]
column-divider: [901, 520, 902, 1013]
article-headline: ଉପ ଜିଲ୍ଲାପାଳଙ୍କୁ ଅଞ୍ଚଳବାସୀଙ୍କ ଅଭିଯୋଗ: [446, 127, 1139, 172]
article-kicker: ପୂର୍ତ୍ତ ବିଭାଗ ନିର୍ବାହୀ ଯନ୍ତ୍ରୀଙ୍କୁ ଧମକ ଘଟଣା: [1076, 1022, 1445, 1046]
article-body-continued: ପୋଲିସ ଅଭିଯୁକ୍ତ ପାଖରୁ ନଗଦ ଦୁଇ ଲକ୍ଷ ଟଙ୍କା ଉଦ୍ଧାର କରିବା ସହ ବାଇକଟିକୁ ଜବତ କରିଛି । ଘଟଣା ସମ୍ପର୍କରେ ପୋଲିସ ମାମଲା ରୁଜୁ କରି ତଦନ୍ତ ଆରମ୍ଭ କରିଛି । ଅଧିକ ତଦନ୍ତ ପରେ ଆହୁରି ଅନେକ ତଥ୍ୟ ଜଣାପଡ଼ିବ ବୋଲି ପୋଲିସ ସୂତ୍ରରୁ ପ୍ରକାଶ ।: [1144, 2001, 1324, 2107]
kicker-bullet-icon: [335, 530, 344, 540]
article-headline: ଅଗ୍ରସେନ ଜୟନ୍ତୀ ମହୋତ୍ସବ: [20, 101, 289, 126]
article-headline: ସ୍କୁଟି ଡିକି ଭାଙ୍ଗି ଚୋରି କରିଥିବା ଚୋର ଗିରଫ: [968, 1295, 1475, 1328]
article-durga-puja-security: [20, 311, 324, 579]
article-byline: ଝାରବନ୍ଧ,ତା୨୪।୯(ପିକ୍ରସ):: [346, 182, 463, 195]
article-body: ମହାରାଜା ଅଗ୍ରସେନଙ୍କ ଜୟନ୍ତୀ ମହୋତ୍ସବ ସ୍ଥାନୀୟ ଅଗ୍ରୱାଲ ସମାଜ ପକ୍ଷରୁ ମହା ଧୁମଧାମରେ ପାଳିତ ହୋଇଯାଇଛି । ଏହି ଅବସରରେ ଆୟୋଜିତ ସଭାରେ ବହୁ ସଂଖ୍ୟାରେ ଗଣ୍ୟମାନ୍ୟ ବ୍ୟକ୍ତି, ମହିଳା ଓ ଯୁବକ ଯୋଗ ଦେଇଥିଲେ । ଅତିଥିମାନେ ଦୀପ ପ୍ରଜ୍ୱଳନ କରି କାର୍ଯ୍ୟକ୍ରମର ଶୁଭାରମ୍ଭ କରିଥିଲେ । ଶୋଭାଯାତ୍ରାରେ ସହରର ବିଭିନ୍ନ ମାର୍ଗ ପରିକ୍ରମା କରାଯାଇଥିଲା ଏବଂ ସମାଜର ସମସ୍ତ ବର୍ଗର ଲୋକ ସାମିଲ ହୋଇଥିଲେ । ଏହି କାର୍ଯ୍ୟକ୍ରମକୁ ସଫଳ କରିବା ପାଇଁ ବିଭିନ୍ନ କମିଟି ଗଠନ କରାଯାଇ ସଦସ୍ୟମାନଙ୍କୁ ଦାୟିତ୍ୱ ଦିଆଯାଇଛି ।: [20, 148, 324, 269]
column-divider: [1071, 1022, 1072, 1288]
article-headline: ସେଓ ବୋଝେଇ ଟ୍ରକ ପୋଲ ତଳକୁ ଖସିଲା: [1291, 99, 1487, 155]
article-byline: ଟିଟିଲାଗଡ଼,ତା୨୪।୯(ପିକ୍ରସ):: [346, 1170, 464, 1184]
page-bottom-rule: [18, 2382, 1513, 2385]
article-headline: ଯୁବତୀଙ୍କ ଆତ୍ମହତ୍ୟା: [941, 520, 1033, 563]
article-body-columns: [335, 182, 1250, 488]
byline-bullet-icon: [20, 1418, 27, 1425]
byline-bullet-icon: [335, 185, 342, 192]
column-divider: [1071, 520, 1072, 1013]
meeting-office-photo: [255, 1414, 714, 1918]
byline-bullet-icon: [335, 597, 342, 604]
masthead-tagline: ୫୦ତମ ବର୍ଷରେ, ଯାତ୍ରା ଅବିରତ: [101, 56, 219, 67]
article-byline: ବ୍ରଜରାଜନଗର,ତା୨୪।୯(ପିକ୍ରସ):: [31, 666, 171, 679]
meeting-office-photo-art: [256, 1415, 713, 1917]
dateline: ଭୁବନେଶ୍ୱର - ଗୁରୁବାର - ସେପ୍ଟେମ୍ବର ୨୫ - ୨୦୨୫: [23, 76, 273, 91]
